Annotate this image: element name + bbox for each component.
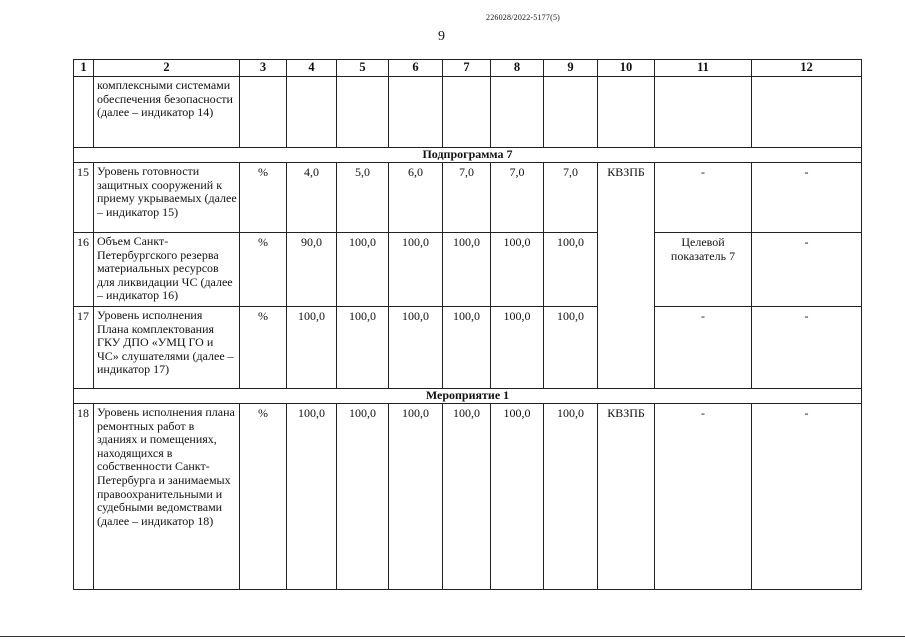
page-number: 9 [438,29,445,44]
row-number: 15 [74,163,94,233]
value-col8: 100,0 [491,233,544,307]
note: - [752,163,862,233]
value-col8: 7,0 [491,163,544,233]
row-number: 18 [74,404,94,590]
value-col6: 100,0 [389,404,443,590]
value-col9: 100,0 [544,307,598,389]
unit: % [240,163,287,233]
col-header: 1 [74,60,94,77]
value-col4: 100,0 [287,307,337,389]
value-col9: 100,0 [544,233,598,307]
value-col7: 7,0 [443,163,491,233]
header-row [74,60,862,77]
indicator-name: комплексными системами обеспечения безопасности (далее – индикатор 14) [94,77,240,148]
indicators-table [73,59,862,590]
indicator-name: Уровень готовности защитных сооружений к приему укрываемых (далее – индикатор 15) [94,163,240,233]
target-indicator: - [655,404,752,590]
note: - [752,233,862,307]
value-col9: 100,0 [544,404,598,590]
target-indicator: - [655,307,752,389]
table-row [74,163,862,233]
value-col4: 100,0 [287,404,337,590]
value-col6: 6,0 [389,163,443,233]
col-header: 9 [544,60,598,77]
table-row [74,233,862,307]
col-header: 8 [491,60,544,77]
unit: % [240,233,287,307]
value-col5: 100,0 [337,307,389,389]
table-row [74,77,862,148]
col-header: 10 [598,60,655,77]
unit: % [240,307,287,389]
indicator-name: Уровень исполнения плана ремонтных работ в зданиях и помещениях, находящихся в собственности Санкт-Петербурга и занимаемых правоохранительными и судебными ведомствами (далее – индикатор 18) [94,404,240,590]
row-number: 17 [74,307,94,389]
col-header: 5 [337,60,389,77]
unit: % [240,404,287,590]
value-col4: 4,0 [287,163,337,233]
note: - [752,307,862,389]
value-col8: 100,0 [491,307,544,389]
value-col6: 100,0 [389,307,443,389]
table-row [74,404,862,590]
target-indicator: - [655,163,752,233]
col-header: 4 [287,60,337,77]
section-title: Подпрограмма 7 [74,148,862,163]
col-header: 2 [94,60,240,77]
value-col7: 100,0 [443,233,491,307]
scan-edge-line [0,636,905,637]
value-col7: 100,0 [443,307,491,389]
value-col9: 7,0 [544,163,598,233]
responsible: КВЗПБ [598,404,655,590]
value-col5: 100,0 [337,404,389,590]
value-col4: 90,0 [287,233,337,307]
table-row [74,307,862,389]
section-row [74,389,862,404]
section-row [74,148,862,163]
value-col5: 5,0 [337,163,389,233]
value-col5: 100,0 [337,233,389,307]
value-col8: 100,0 [491,404,544,590]
indicator-name: Уровень исполнения Плана комплектования ГКУ ДПО «УМЦ ГО и ЧС» слушателями (далее – индикатор 17) [94,307,240,389]
section-title: Мероприятие 1 [74,389,862,404]
row-number: 16 [74,233,94,307]
note: - [752,404,862,590]
value-col7: 100,0 [443,404,491,590]
indicator-name: Объем Санкт-Петербургского резерва материальных ресурсов для ликвидации ЧС (далее – индикатор 16) [94,233,240,307]
col-header: 7 [443,60,491,77]
responsible: КВЗПБ [598,163,655,389]
target-indicator: Целевой показатель 7 [655,233,752,307]
col-header: 12 [752,60,862,77]
col-header: 11 [655,60,752,77]
col-header: 6 [389,60,443,77]
col-header: 3 [240,60,287,77]
value-col6: 100,0 [389,233,443,307]
